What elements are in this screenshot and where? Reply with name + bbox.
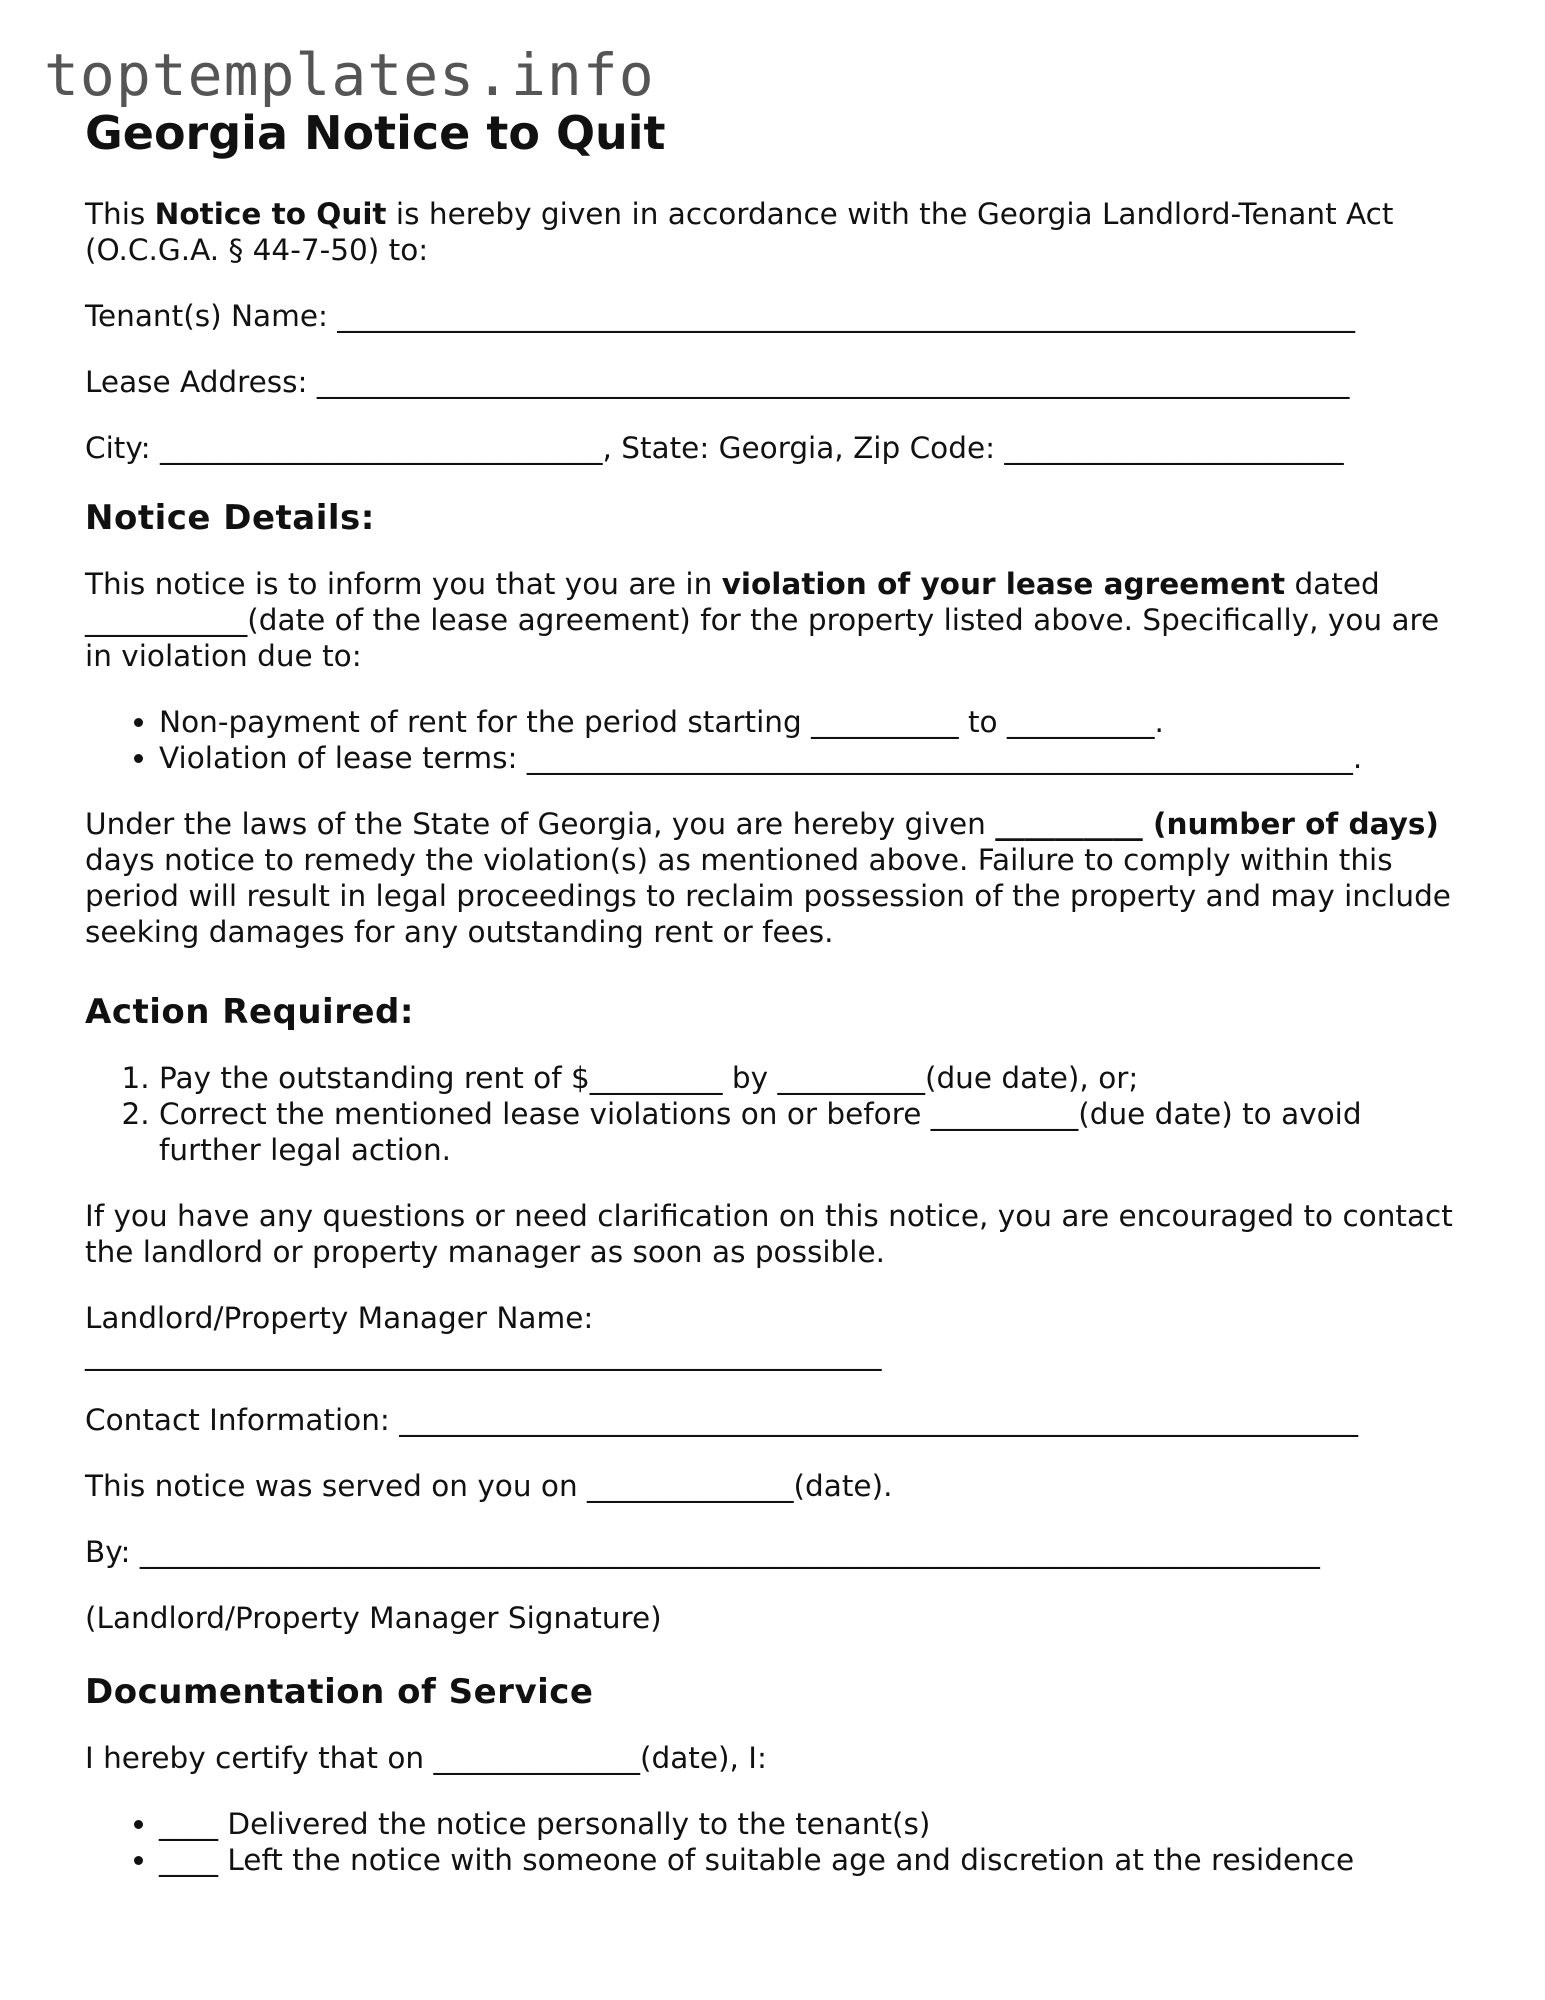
- violation-paragraph: [85, 566, 1465, 674]
- signature-by-field[interactable]: By: ________________________________________________________________________________: [85, 1535, 1320, 1569]
- city-state-zip-field[interactable]: City: ______________________________, State: Georgia, Zip Code: _______________________: [85, 431, 1344, 465]
- action-list: [85, 1060, 1465, 1168]
- list-item[interactable]: 1. Pay the outstanding rent of $_________ by __________(due date), or;: [159, 1060, 1465, 1096]
- list-item[interactable]: 2. Correct the mentioned lease violations on or before __________(due date) to avoid further legal action.: [159, 1096, 1465, 1168]
- questions-paragraph: If you have any questions or need clarification on this notice, you are encouraged to contact the landlord or property manager as soon as possible.: [85, 1199, 1453, 1269]
- watermark: toptemplates.info: [44, 41, 655, 109]
- notice-period-paragraph: [85, 806, 1465, 950]
- document-title: Georgia Notice to Quit: [85, 106, 666, 160]
- notice-period-text-before: Under the laws of the State of Georgia, you are hereby given: [85, 807, 996, 841]
- list-item[interactable]: • ____ Left the notice with someone of suitable age and discretion at the residence: [159, 1842, 1465, 1878]
- violation-bold-text: violation of your lease agreement: [721, 567, 1286, 601]
- notice-period-bold-text[interactable]: __________ (number of days): [995, 807, 1439, 841]
- contact-information-field[interactable]: Contact Information: _________________________________________________________________: [85, 1403, 1358, 1437]
- violation-text-before: This notice is to inform you that you are in: [85, 567, 722, 601]
- landlord-name-line[interactable]: ______________________________________________________: [85, 1337, 882, 1371]
- intro-bold-text: Notice to Quit: [154, 197, 387, 231]
- served-date-field[interactable]: This notice was served on you on ______________(date).: [85, 1469, 893, 1503]
- signature-caption: (Landlord/Property Manager Signature): [85, 1601, 662, 1635]
- landlord-name-label: Landlord/Property Manager Name:: [85, 1301, 594, 1335]
- list-item[interactable]: • Violation of lease terms: ________________________________________________________.: [159, 740, 1465, 776]
- lease-address-field[interactable]: Lease Address: ______________________________________________________________________: [85, 365, 1350, 399]
- intro-text-before: This: [85, 197, 155, 231]
- intro-paragraph: [85, 196, 1465, 268]
- list-item[interactable]: • Non-payment of rent for the period starting __________ to __________.: [159, 704, 1465, 740]
- documentation-heading: Documentation of Service: [85, 1672, 594, 1712]
- tenant-name-field[interactable]: Tenant(s) Name: _____________________________________________________________________: [85, 299, 1356, 333]
- violation-list: [85, 704, 1465, 776]
- violation-text-after: dated ___________(date of the lease agreement) for the property listed above. Specifically, you are in violation due to:: [85, 567, 1440, 673]
- document-page: [85, 106, 1465, 1908]
- landlord-name-field: [85, 1300, 1465, 1372]
- notice-period-text-after: days notice to remedy the violation(s) as mentioned above. Failure to comply within this period will result in legal proceedings to reclaim possession of the property and may include seeking damages for any outstanding rent or fees.: [85, 843, 1451, 949]
- intro-text-after: is hereby given in accordance with the Georgia Landlord-Tenant Act (O.C.G.A. § 44-7-50) to:: [85, 197, 1394, 267]
- notice-details-heading: Notice Details:: [85, 498, 375, 538]
- certify-date-field[interactable]: I hereby certify that on ______________(date), I:: [85, 1741, 767, 1775]
- action-required-heading: Action Required:: [85, 992, 414, 1032]
- service-method-list: [85, 1806, 1465, 1878]
- list-item[interactable]: • ____ Delivered the notice personally to the tenant(s): [159, 1806, 1465, 1842]
